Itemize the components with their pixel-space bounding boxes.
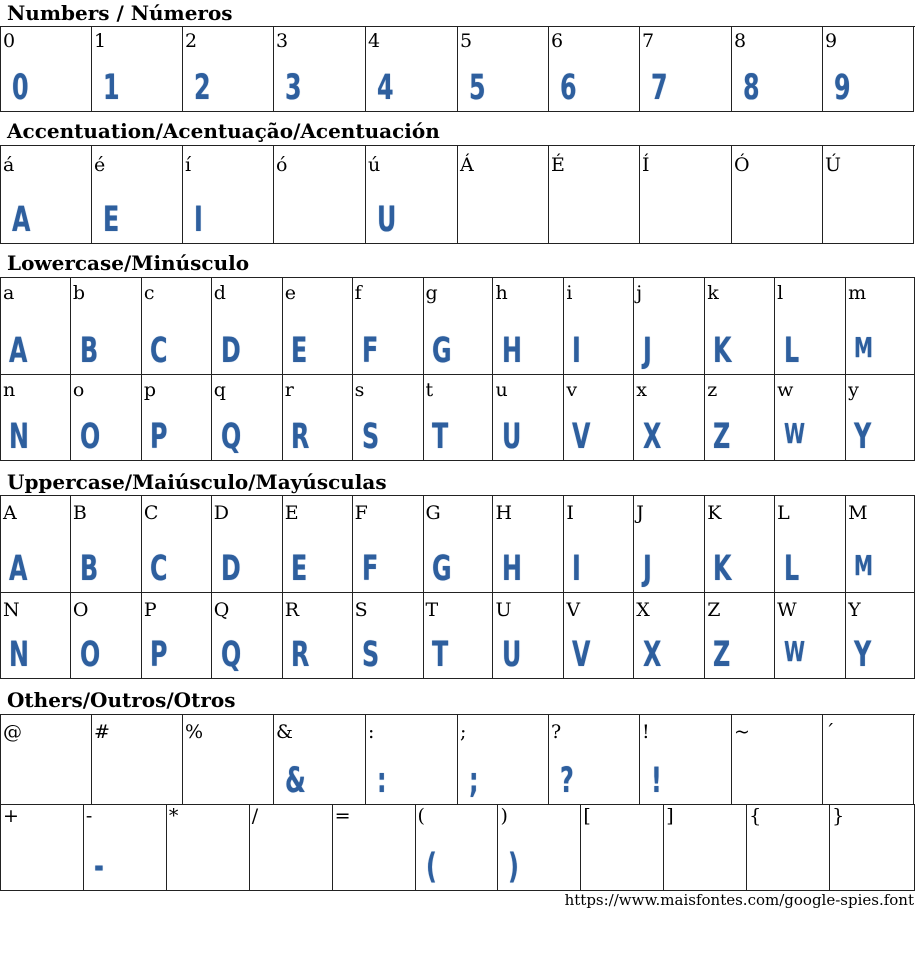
glyph-cell: [274, 715, 366, 805]
font-glyph-sample: C: [149, 331, 167, 371]
glyph-cell: [747, 805, 830, 891]
character-label: u: [495, 379, 508, 401]
character-label: -: [85, 805, 93, 827]
glyph-row: [1, 278, 915, 375]
font-glyph-sample: Z: [713, 417, 730, 457]
character-label: 7: [642, 30, 655, 52]
font-glyph-sample: U: [502, 417, 522, 457]
glyph-cell: [634, 278, 705, 375]
character-label: N: [3, 599, 20, 621]
glyph-cell: [458, 715, 549, 805]
font-glyph-sample: Y: [854, 417, 871, 457]
glyph-cell: [333, 805, 416, 891]
glyph-cell: [424, 278, 494, 375]
glyph-cell: [283, 278, 353, 375]
character-label: *: [168, 805, 179, 827]
font-glyph-sample: R: [290, 417, 309, 457]
character-label: Ú: [825, 154, 842, 176]
font-glyph-sample: A: [12, 200, 30, 240]
font-glyph-sample: E: [290, 549, 307, 589]
character-label: Y: [848, 599, 861, 621]
font-glyph-sample: 3: [285, 68, 301, 108]
character-label: i: [566, 282, 573, 304]
glyph-cell: [283, 496, 353, 593]
glyph-row: [1, 496, 915, 593]
character-label: Í: [642, 154, 650, 176]
font-glyph-sample: Z: [713, 635, 730, 675]
font-glyph-sample: M: [854, 331, 873, 364]
font-glyph-sample: K: [713, 331, 731, 371]
character-label: ~: [734, 721, 750, 743]
glyph-cell: [212, 278, 283, 375]
glyph-cell: [732, 146, 823, 244]
font-glyph-sample: I: [572, 331, 581, 371]
character-label: {: [749, 805, 762, 827]
glyph-cell: [634, 375, 705, 461]
character-label: O: [72, 599, 89, 621]
character-label: h: [495, 282, 508, 304]
font-glyph-sample: B: [79, 549, 98, 589]
font-glyph-sample: Q: [220, 417, 241, 457]
character-label: !: [642, 721, 650, 743]
character-label: (: [417, 805, 425, 827]
character-label: 1: [94, 30, 107, 52]
font-glyph-sample: I: [572, 549, 581, 589]
font-glyph-sample: R: [290, 635, 309, 675]
glyph-cell: [92, 146, 183, 244]
character-label: Á: [460, 154, 474, 176]
font-glyph-sample: 4: [377, 68, 393, 108]
font-glyph-sample: 8: [743, 68, 759, 108]
character-label: #: [94, 721, 110, 743]
glyph-cell: [92, 27, 183, 112]
glyph-cell: [1, 146, 92, 244]
character-label: o: [72, 379, 85, 401]
glyph-cell: [732, 715, 823, 805]
character-label: j: [636, 282, 643, 304]
character-label: Ó: [734, 154, 750, 176]
glyph-cell: [1, 496, 71, 593]
character-label: 4: [368, 30, 381, 52]
glyph-cell: [84, 805, 167, 891]
character-label: ú: [368, 154, 381, 176]
font-glyph-sample: 5: [469, 68, 485, 108]
character-label: b: [72, 282, 86, 304]
font-glyph-sample: H: [502, 549, 522, 589]
glyph-row: [1, 593, 915, 679]
glyph-cell: [142, 496, 212, 593]
font-glyph-sample: Q: [220, 635, 241, 675]
character-label: d: [213, 282, 226, 304]
character-label: ]: [666, 805, 674, 827]
character-label: E: [284, 502, 299, 524]
character-label: :: [368, 721, 375, 743]
character-label: ): [500, 805, 508, 827]
font-glyph-sample: M: [854, 549, 873, 582]
grid-lowercase: [0, 277, 915, 461]
character-label: 9: [825, 30, 838, 52]
character-label: S: [354, 599, 368, 621]
character-label: R: [284, 599, 299, 621]
character-label: D: [213, 502, 229, 524]
font-glyph-sample: X: [643, 635, 661, 675]
character-label: ;: [460, 721, 467, 743]
character-label: C: [143, 502, 159, 524]
character-label: 0: [3, 30, 16, 52]
glyph-cell: [846, 496, 915, 593]
font-glyph-sample: X: [643, 417, 661, 457]
glyph-cell: [458, 146, 549, 244]
glyph-cell: [823, 715, 914, 805]
font-glyph-sample: N: [9, 417, 29, 457]
font-glyph-sample: T: [431, 635, 448, 675]
font-glyph-sample: E: [290, 331, 307, 371]
character-label: L: [777, 502, 790, 524]
font-glyph-sample: U: [377, 200, 396, 240]
glyph-cell: [493, 375, 564, 461]
source-url: https://www.maisfontes.com/google-spies.font: [564, 891, 914, 909]
glyph-cell: [167, 805, 250, 891]
character-label: X: [636, 599, 650, 621]
character-label: t: [425, 379, 434, 401]
character-label: F: [354, 502, 368, 524]
character-label: c: [143, 282, 155, 304]
header-numbers: Numbers / Números: [7, 1, 233, 25]
glyph-cell: [705, 496, 775, 593]
font-glyph-sample: -: [93, 847, 104, 887]
character-label: m: [848, 282, 867, 304]
font-glyph-sample: L: [784, 331, 799, 371]
glyph-cell: [823, 27, 914, 112]
grid-others-row2: [0, 804, 915, 891]
glyph-cell: [493, 496, 564, 593]
glyph-cell: [366, 715, 458, 805]
glyph-cell: [564, 496, 634, 593]
font-glyph-sample: G: [431, 331, 451, 371]
header-uppercase: Uppercase/Maiúsculo/Mayúsculas: [7, 470, 387, 494]
font-glyph-sample: S: [361, 635, 379, 675]
glyph-cell: [705, 593, 775, 679]
grid-others-row1: [0, 714, 915, 805]
font-glyph-sample: V: [572, 635, 591, 675]
character-label: r: [284, 379, 294, 401]
glyph-cell: [353, 375, 424, 461]
font-glyph-sample: P: [149, 417, 167, 457]
glyph-cell: [92, 715, 183, 805]
glyph-cell: [705, 375, 775, 461]
glyph-cell: [1, 715, 92, 805]
glyph-cell: [1, 278, 71, 375]
character-label: =: [334, 805, 351, 827]
glyph-cell: [416, 805, 499, 891]
font-glyph-sample: P: [149, 635, 167, 675]
glyph-row: [1, 27, 915, 112]
font-glyph-sample: N: [9, 635, 29, 675]
grid-accents: [0, 145, 915, 244]
character-label: ?: [551, 721, 562, 743]
character-label: k: [707, 282, 719, 304]
font-glyph-sample: !: [651, 761, 662, 801]
glyph-cell: [549, 146, 640, 244]
glyph-cell: [640, 715, 732, 805]
character-label: n: [3, 379, 16, 401]
font-glyph-sample: &: [285, 761, 306, 801]
glyph-cell: [732, 27, 823, 112]
glyph-cell: [71, 375, 142, 461]
font-glyph-sample: ): [508, 847, 519, 887]
glyph-cell: [664, 805, 747, 891]
character-label: p: [143, 379, 157, 401]
font-glyph-sample: H: [502, 331, 522, 371]
font-glyph-sample: Y: [854, 635, 871, 675]
character-label: v: [566, 379, 578, 401]
glyph-cell: [366, 27, 458, 112]
font-glyph-sample: L: [784, 549, 799, 589]
character-label: 6: [551, 30, 564, 52]
font-glyph-sample: W: [784, 417, 805, 450]
glyph-row: [1, 715, 915, 805]
font-glyph-sample: :: [377, 761, 386, 801]
character-label: 8: [734, 30, 747, 52]
font-glyph-sample: F: [361, 331, 378, 371]
glyph-cell: [71, 278, 142, 375]
font-glyph-sample: O: [79, 635, 100, 675]
font-glyph-sample: F: [361, 549, 378, 589]
font-glyph-sample: (: [425, 847, 436, 887]
glyph-cell: [498, 805, 581, 891]
font-glyph-sample: 2: [194, 68, 210, 108]
glyph-cell: [775, 375, 846, 461]
font-glyph-sample: O: [79, 417, 100, 457]
character-label: M: [848, 502, 868, 524]
glyph-cell: [1, 375, 71, 461]
glyph-cell: [183, 27, 274, 112]
glyph-cell: [71, 593, 142, 679]
font-glyph-sample: C: [149, 549, 167, 589]
character-label: @: [3, 721, 22, 743]
glyph-cell: [640, 146, 732, 244]
glyph-cell: [640, 27, 732, 112]
glyph-cell: [142, 278, 212, 375]
character-label: +: [3, 805, 19, 827]
character-label: y: [848, 379, 859, 401]
glyph-row: [1, 146, 915, 244]
font-glyph-sample: A: [9, 549, 27, 589]
glyph-cell: [283, 375, 353, 461]
font-glyph-sample: W: [784, 635, 805, 668]
glyph-cell: [353, 278, 424, 375]
glyph-row: [1, 375, 915, 461]
character-label: J: [636, 502, 644, 524]
font-glyph-sample: A: [9, 331, 27, 371]
glyph-cell: [823, 146, 914, 244]
glyph-cell: [250, 805, 333, 891]
glyph-cell: [775, 496, 846, 593]
character-label: K: [707, 502, 722, 524]
glyph-cell: [493, 278, 564, 375]
font-glyph-sample: D: [220, 549, 240, 589]
character-label: e: [284, 282, 296, 304]
glyph-cell: [183, 715, 274, 805]
character-label: 2: [185, 30, 198, 52]
glyph-cell: [353, 593, 424, 679]
character-label: l: [777, 282, 784, 304]
font-glyph-sample: E: [103, 200, 119, 240]
font-glyph-sample: K: [713, 549, 731, 589]
glyph-cell: [212, 496, 283, 593]
header-others: Others/Outros/Otros: [7, 688, 236, 712]
font-glyph-sample: D: [220, 331, 240, 371]
glyph-cell: [212, 375, 283, 461]
character-label: V: [566, 599, 581, 621]
glyph-cell: [830, 805, 915, 891]
glyph-cell: [366, 146, 458, 244]
glyph-cell: [775, 593, 846, 679]
glyph-row: [1, 805, 915, 891]
glyph-cell: [212, 593, 283, 679]
font-glyph-sample: ;: [469, 761, 478, 801]
character-label: z: [707, 379, 718, 401]
font-glyph-sample: 6: [560, 68, 576, 108]
character-label: I: [566, 502, 574, 524]
grid-numbers: [0, 26, 915, 112]
character-label: G: [425, 502, 441, 524]
glyph-cell: [493, 593, 564, 679]
glyph-cell: [71, 496, 142, 593]
glyph-cell: [846, 375, 915, 461]
glyph-cell: [424, 496, 494, 593]
glyph-cell: [549, 27, 640, 112]
glyph-cell: [274, 27, 366, 112]
character-label: &: [276, 721, 293, 743]
character-label: Q: [213, 599, 230, 621]
glyph-cell: [634, 593, 705, 679]
character-label: W: [777, 599, 797, 621]
glyph-cell: [142, 593, 212, 679]
character-label: 5: [460, 30, 473, 52]
glyph-cell: [283, 593, 353, 679]
glyph-cell: [705, 278, 775, 375]
glyph-cell: [564, 278, 634, 375]
glyph-cell: [634, 496, 705, 593]
glyph-cell: [775, 278, 846, 375]
character-label: T: [425, 599, 439, 621]
header-lowercase: Lowercase/Minúsculo: [7, 251, 250, 275]
character-label: í: [185, 154, 192, 176]
character-label: x: [636, 379, 648, 401]
character-label: B: [72, 502, 87, 524]
font-glyph-sample: B: [79, 331, 98, 371]
glyph-cell: [846, 278, 915, 375]
glyph-cell: [1, 593, 71, 679]
font-glyph-sample: 1: [103, 68, 119, 108]
glyph-cell: [846, 593, 915, 679]
glyph-cell: [1, 27, 92, 112]
character-label: w: [777, 379, 794, 401]
character-label: ´: [825, 721, 835, 743]
character-label: 3: [276, 30, 289, 52]
glyph-cell: [549, 715, 640, 805]
character-label: q: [213, 379, 226, 401]
font-glyph-sample: J: [643, 331, 652, 371]
character-label: A: [3, 502, 17, 524]
glyph-cell: [424, 375, 494, 461]
font-glyph-sample: 0: [12, 68, 28, 108]
font-glyph-sample: G: [431, 549, 451, 589]
font-glyph-sample: U: [502, 635, 522, 675]
character-label: H: [495, 502, 513, 524]
font-glyph-sample: 9: [834, 68, 850, 108]
character-label: É: [551, 154, 565, 176]
glyph-cell: [458, 27, 549, 112]
character-label: ó: [276, 154, 288, 176]
glyph-cell: [142, 375, 212, 461]
font-glyph-sample: ?: [560, 761, 574, 801]
font-glyph-sample: J: [643, 549, 652, 589]
character-label: /: [251, 805, 259, 827]
glyph-cell: [564, 375, 634, 461]
glyph-cell: [274, 146, 366, 244]
character-label: U: [495, 599, 512, 621]
glyph-cell: [564, 593, 634, 679]
font-glyph-sample: 7: [651, 68, 667, 108]
character-label: s: [354, 379, 365, 401]
glyph-cell: [353, 496, 424, 593]
character-label: P: [143, 599, 157, 621]
font-glyph-sample: I: [194, 200, 203, 240]
character-label: [: [583, 805, 591, 827]
grid-uppercase: [0, 495, 915, 679]
character-label: Z: [707, 599, 721, 621]
character-label: á: [3, 154, 15, 176]
character-label: f: [354, 282, 362, 304]
character-label: é: [94, 154, 106, 176]
glyph-cell: [183, 146, 274, 244]
character-label: g: [425, 282, 438, 304]
font-glyph-sample: T: [431, 417, 448, 457]
character-label: }: [832, 805, 845, 827]
glyph-cell: [1, 805, 84, 891]
font-glyph-sample: S: [361, 417, 379, 457]
glyph-cell: [581, 805, 664, 891]
glyph-cell: [424, 593, 494, 679]
header-accents: Accentuation/Acentuação/Acentuación: [7, 119, 440, 143]
character-label: %: [185, 721, 204, 743]
character-label: a: [3, 282, 15, 304]
font-glyph-sample: V: [572, 417, 591, 457]
